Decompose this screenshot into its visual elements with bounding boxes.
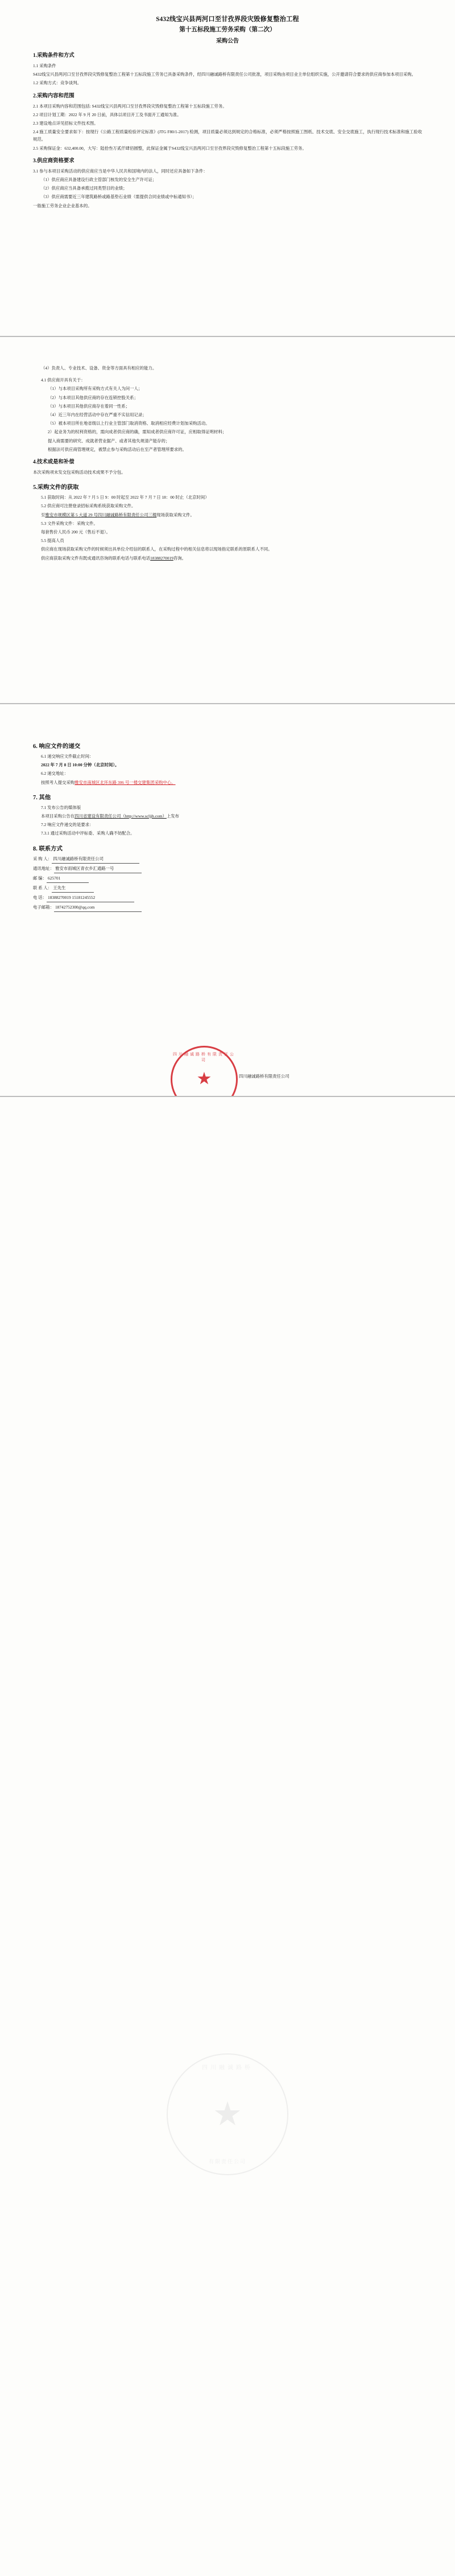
contact-address bbox=[33, 865, 422, 873]
section-5-1-text: 5.1 获取时间：从 2022 年 7 月 5 日 9：00 时起至 2022 年 7 月 7 日 18：00 时止（北京时间） bbox=[41, 495, 209, 500]
section-3-item-1: （1）供应商应具备建设行政主管部门核发的安全生产许可证； bbox=[41, 177, 157, 183]
section-4-item-a3: （3）与本项目其他供应商存在着同一性系； bbox=[48, 403, 130, 409]
star-icon: ★ bbox=[196, 1069, 212, 1088]
section-4-item-b2: 提入商需要的研究、成就者营业据产、或者其他失规清产能存的； bbox=[48, 438, 170, 443]
section-5-heading: 5.采购文件的获取 bbox=[33, 484, 79, 491]
section-4-item-a5: （5）被本项目所在地省级以上行业主管部门取消资格、取消相应经费计划加采购活动。 bbox=[48, 421, 210, 426]
section-7-heading: 7. 其他 bbox=[33, 794, 51, 801]
section-3-item-3: （3）供应商需要近三年建筑路桥或路基垫石业绩（需提供合同业绩或中标通知书）； bbox=[41, 194, 197, 200]
section-8-heading: 8. 联系方式 bbox=[33, 845, 63, 852]
section-2-5-text: 2.5 采购保证金：632,400.00，大写：陆拾叁万贰仟肆佰圆整，此保证金属于S432线宝兴县两河口至甘孜界段灾毁修复整治工程第十五标段施工劳务。 bbox=[33, 145, 307, 151]
contact-person bbox=[33, 884, 422, 893]
section-1-2-text: 1.2 采购方式：竞争谈判。 bbox=[33, 80, 81, 86]
section-1-1-text: S432线宝兴县两河口至甘孜界段灾毁修复整治工程第十五标段施工劳务已具备采购条件，经四川融诚路桥有限责任公司批准，项目采购由项目业主单位组织实施，公开邀请符合要求的供应商参加本项目采购。 bbox=[33, 72, 416, 77]
section-4-item-a4: （4）近三年内在经营活动中存在严重不实信用记录； bbox=[48, 412, 147, 418]
page-subtitle: 第十五标段施工劳务采购（第二次） bbox=[179, 27, 276, 33]
document-page-2 bbox=[0, 336, 455, 703]
contact-buyer-label: 采 购 人： bbox=[33, 856, 52, 861]
submission-deadline: 2022 年 7 月 8 日 10:00 分钟（北京时间）。 bbox=[41, 762, 119, 768]
section-5-3-prefix: 至 bbox=[41, 512, 46, 517]
document-kind: 采购公告 bbox=[216, 38, 239, 44]
contact-telephone-label: 电 话： bbox=[33, 894, 47, 900]
section-4-item-a1: （1）与本项目采购所有采购方式有关人为问一人； bbox=[48, 386, 143, 392]
section-6-2-prefix: 按照考人提交采购 bbox=[41, 779, 75, 785]
document-page-3 bbox=[0, 703, 455, 1096]
section-2-1-text: 2.1 本项目采购内容和范围包括: S432线宝兴县两河口至甘孜界段灾毁修复整治工程第十五标段施工劳务。 bbox=[33, 103, 227, 109]
section-7-1-media-line bbox=[41, 812, 422, 820]
section-5-3-text bbox=[41, 511, 422, 519]
publication-website[interactable]: 四川省建设有限责任公司（http://www.scljjh.com） bbox=[75, 814, 167, 819]
section-7-1-suffix: 上发布 bbox=[166, 814, 180, 819]
section-7-1-prefix: 本项目采购公告在 bbox=[41, 814, 75, 819]
section-6-2-address-line bbox=[41, 779, 422, 786]
section-4-item-a2: （2）与本项目其他供应商的存在连锁控股关系； bbox=[48, 395, 138, 400]
seal-top-text: 四川融诚路桥有限责任公司 bbox=[173, 1052, 235, 1062]
section-5-6-text: 供应商在现场获取采购文件的时候须出具单位介绍信的联系人，在采购过程中的相关信息将以现场指定联系的原联系人不同。 bbox=[41, 547, 272, 552]
document-page-1 bbox=[0, 0, 455, 336]
section-4-1-text: 4.1 供应商开具有关于： bbox=[41, 377, 85, 383]
contact-email bbox=[33, 903, 422, 912]
contact-buyer-value: 四川融诚路桥有限责任公司 bbox=[52, 855, 139, 864]
section-5-4-text: 每套售价人民币 200 元（售后不退）。 bbox=[41, 529, 110, 535]
submission-address: 雅安市南城区北环东路 306 号一楼交建集团采购中心。 bbox=[75, 779, 176, 785]
section-7-3-text: 7.3.1 通过采购活动中评标委、采购人确不妨配合。 bbox=[41, 831, 135, 836]
contact-address-label: 通讯地址： bbox=[33, 865, 54, 871]
contact-telephone-value: 18388270019 15181245552 bbox=[47, 894, 134, 902]
watermark-star-icon: ★ bbox=[213, 2096, 242, 2133]
section-7-1-text: 7.1 发布公告的媒体版 bbox=[41, 804, 81, 810]
watermark-seal bbox=[167, 2053, 288, 2175]
document-page-4 bbox=[0, 1096, 455, 2576]
section-5-3-heading: 5.3 文件采购文件：采购文件。 bbox=[41, 520, 98, 526]
section-6-1-text: 6.1 递交响应文件截止时间： bbox=[41, 754, 94, 759]
section-5-3-suffix: 现场获取采购文件。 bbox=[156, 512, 195, 517]
section-3-2-text: 一般施工劳务企业企业基本的。 bbox=[33, 203, 92, 208]
section-6-2-text: 6.2 递交地址： bbox=[41, 771, 69, 777]
contact-person-value: 王先生 bbox=[52, 884, 94, 893]
section-7-2-text: 7.2 响应文件递交的是要求： bbox=[41, 822, 94, 828]
section-5-5-text: 5.5 提高人员 bbox=[41, 538, 64, 544]
section-2-3-text: 2.3 建设地点详见招标文件技术图。 bbox=[33, 121, 98, 126]
section-4-heading: 4.技术或是和补偿 bbox=[33, 459, 75, 466]
contact-postcode bbox=[33, 874, 422, 883]
section-3-1-text: 3.1 参与本项目采购活动的供应商应当是中华人民共和国境内的法人，同时还应具备如下条件： bbox=[33, 168, 208, 174]
section-2-heading: 2.采购内容和范围 bbox=[33, 93, 75, 99]
contact-address-value: 雅安市雨城区青衣乡汇通路一号 bbox=[54, 865, 142, 873]
contact-postcode-value: 625701 bbox=[47, 874, 89, 883]
contact-email-label: 电子邮箱： bbox=[33, 904, 54, 910]
section-3-item-4: （4）负责人、专业技术、设备、资金等方面具有相应的能力。 bbox=[41, 365, 157, 371]
watermark-top-text: 四川融诚路桥 bbox=[202, 2065, 253, 2071]
section-5-3-address: 雅安市规模区第 5 大道 29 号四川融诚路桥有限责任公司三楼 bbox=[45, 512, 157, 517]
section-3-heading: 3.供应商资格要求 bbox=[33, 158, 75, 164]
section-5-2-text: 5.2 供应商可注册登录招标采购系统获取采购文件。 bbox=[41, 503, 136, 509]
section-1-heading: 1.采购条件和方式 bbox=[33, 53, 75, 59]
section-2-2-text: 2.2 项目计划工期：2022 年 9 月 20 日前，具体以项目开工及书面开工通知为准。 bbox=[33, 112, 181, 117]
watermark-bottom-text: 有限责任公司 bbox=[208, 2159, 246, 2164]
section-4-item-b3: 根据法可供应商管理规定，被禁止参与采购活动后在至产者管理所要求的。 bbox=[48, 446, 187, 452]
seal-signature-label: 四川融诚路桥有限责任公司 bbox=[239, 1074, 289, 1079]
contact-postcode-label: 邮 编： bbox=[33, 875, 47, 881]
section-5-7-suffix: 咨询。 bbox=[173, 555, 187, 561]
section-1-1-heading: 1.1 采购条件 bbox=[33, 63, 56, 68]
section-5-7-text bbox=[41, 554, 422, 562]
contact-buyer bbox=[33, 855, 422, 864]
section-4-text: 本次采购项未发交包采购活动技术成果不予分包。 bbox=[33, 470, 126, 475]
section-2-4-text: 2.4 施工质量安全要求如下：按现行《公路工程质量检验评定标准》(JTG F80/1-2017) 检测，项目质量必须达到规定的合格标准，必须严格按照施工图纸、技术交底、安全交底施工，执行现行技术标准和施工验收规范。 bbox=[33, 129, 422, 142]
contact-phone-inline: 18388270019 bbox=[150, 555, 173, 561]
section-6-heading: 6. 响应文件的递交 bbox=[33, 743, 81, 750]
page-title: S432线宝兴县两河口至甘孜界段灾毁修复整治工程 bbox=[156, 16, 299, 23]
contact-email-value[interactable]: 18742752300@qq.com bbox=[54, 903, 142, 912]
contact-telephone bbox=[33, 894, 422, 902]
section-4-item-b1: 2）起业务为的权利资格的，需向成者供应商的确，需知成者供应商许可证，应相取得证明材料； bbox=[48, 429, 227, 435]
contact-person-label: 联 系 人： bbox=[33, 885, 52, 890]
section-3-item-2: （2）供应商应当具备承揽过同类型目的业绩； bbox=[41, 186, 127, 191]
section-5-7-prefix: 供应商获取采购文件有既成通讯咨询的联系电话与联系电话 bbox=[41, 555, 151, 561]
